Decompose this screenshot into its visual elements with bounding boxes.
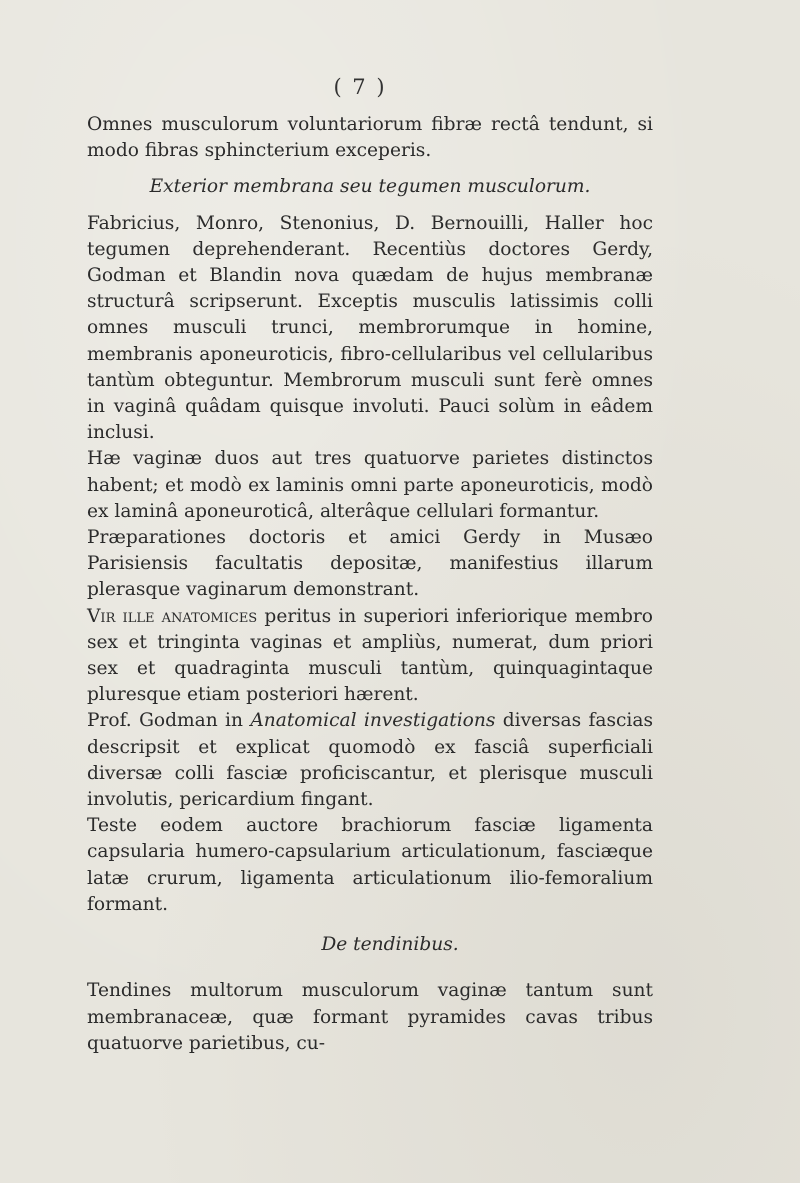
paragraph-godman-a: Prof. Godman in xyxy=(87,710,251,732)
paragraph-godman-b: diversas fascias descripsit et explicat quomodò ex fasciâ superficiali diversæ colli fasciæ proficiscantur, et plerisque musculi involutis, pericardium fingant. xyxy=(87,710,653,811)
paragraph-vir-ille-start: Vir ille anatomices xyxy=(87,605,258,627)
paragraph-vaginae: Hæ vaginæ duos aut tres quatuorve parietes distinctos habent; et modò ex laminis omni parte aponeuroticis, modò ex laminâ aponeuroticâ, alterâque cellulari formantur. xyxy=(87,448,653,522)
page-number: ( 7 ) xyxy=(333,75,387,99)
paragraph-teste-eodem: Teste eodem auctore brachiorum fasciæ ligamenta capsularia humero-capsularium articulationum, fasciæque latæ crurum, ligamenta articulationum ilio-femoralium formant. xyxy=(87,815,653,915)
paragraph-tendines: Tendines multorum musculorum vaginæ tantum sunt membranaceæ, quæ formant pyramides cavas tribus quatuorve parietibus, cu- xyxy=(87,980,653,1054)
paragraph-vir-ille-rest: peritus in superiori inferiorique membro sex et tringinta vaginas et ampliùs, numerat, dum priori sex et quadraginta musculi tantùm, quinquagintaque pluresque etiam posteriori hærent. xyxy=(87,605,653,706)
paragraph-vir-ille xyxy=(87,604,653,709)
section-heading-exterior-membrane: Exterior membrana seu tegumen musculorum. xyxy=(149,176,591,198)
paragraph-praeparationes: Præparationes doctoris et amici Gerdy in Musæo Parisiensis facultatis depositæ, manifestius illarum plerasque vaginarum demonstrant. xyxy=(87,527,653,601)
paragraph-godman xyxy=(87,708,653,813)
section-heading-tendons: De tendinibus. xyxy=(321,934,459,956)
body-text xyxy=(87,112,653,1057)
paragraph-fabricius: Fabricius, Monro, Stenonius, D. Bernouilli, Haller hoc tegumen deprehenderant. Recentiùs doctores Gerdy, Godman et Blandin nova quædam de hujus membranæ structurâ scripserunt. Exceptis musculis latissimis colli omnes musculi trunci, membrorumque in homine, membranis aponeuroticis, fibro-cellularibus vel cellularibus tantùm obteguntur. Membrorum musculi sunt ferè omnes in vaginâ quâdam quisque involuti. Pauci solùm in eâdem inclusi. xyxy=(87,212,653,444)
paragraph-fibres: Omnes musculorum voluntariorum fibræ rectâ tendunt, si modo fibras sphincterium exceperis. xyxy=(87,114,653,162)
book-title-anatomical-investigations: Anatomical investigations xyxy=(250,710,496,732)
